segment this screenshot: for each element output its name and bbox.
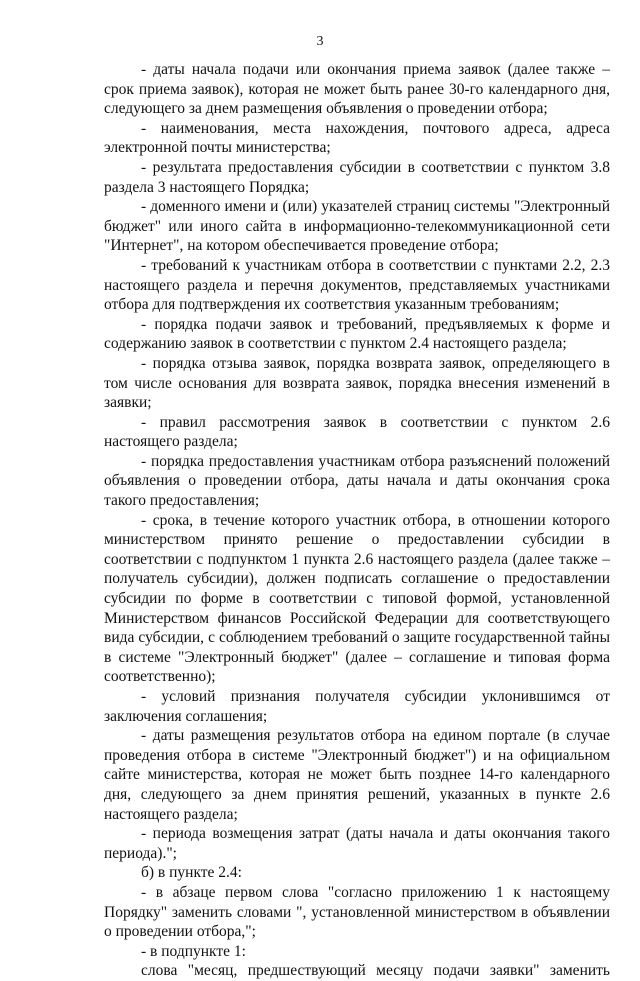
paragraph-14: б) в пункте 2.4: (141, 864, 242, 882)
paragraph-1: - даты начала подачи или окончания приема заявок (далее также – срок приема заявок), которая не может быть ранее 30-го календарного дня, следующего за днем размещения объявления о проведении отбора; (104, 61, 610, 118)
paragraph-9: - порядка предоставления участникам отбора разъяснений положений объявления о проведении отбора, даты начала и даты окончания срока такого предоставления; (104, 452, 610, 510)
paragraph-3: - результата предоставления субсидии в соответствии с пунктом 3.8 раздела 3 настоящего Порядка; (104, 158, 610, 196)
paragraph-7: - порядка отзыва заявок, порядка возврата заявок, определяющего в том числе основания для возврата заявок, порядка внесения изменений в заявки; (104, 354, 610, 412)
paragraph-11: - условий признания получателя субсидии уклонившимся от заключения соглашения; (104, 688, 610, 725)
paragraph-15: - в абзаце первом слова "согласно приложению 1 к настоящему Порядку" заменить словами ", установленной министерством в объявлении о проведении отбора,"; (104, 883, 610, 941)
paragraph-5: - требований к участникам отбора в соответствии с пунктами 2.2, 2.3 настоящего раздела и перечня документов, представляемых участниками отбора для подтверждения их соответствия указанным требованиям; (104, 256, 610, 314)
paragraph-10: - срока, в течение которого участник отбора, в отношении которого министерством принято решение о предоставлении субсидии в соответствии с подпунктом 1 пункта 2.6 настоящего раздела (далее также – получатель субсидии), должен подписать соглашение о предоставлении субсидии по форме в соответствии с типовой формой, установленной Министерством финансов Российской Федерации для соответствующего вида субсидии, с соблюдением требований о защите государственной тайны в системе "Электронный бюджет" (далее – соглашение и типовая форма соответственно); (104, 511, 610, 686)
paragraph-6: - порядка подачи заявок и требований, предъявляемых к форме и содержанию заявок в соответствии с пунктом 2.4 настоящего раздела; (104, 315, 610, 353)
paragraph-13: - периода возмещения затрат (даты начала и даты окончания такого периода)."; (104, 825, 610, 862)
paragraph-12: - даты размещения результатов отбора на едином портале (в случае проведения отбора в системе "Электронный бюджет") и на официальном сайте министерства, которая не может быть позднее 14-го календарного дня, следующего за днем принятия решений, указанных в пункте 2.6 настоящего раздела; (104, 727, 610, 823)
document-body (104, 60, 610, 981)
paragraph-16: - в подпункте 1: (141, 942, 246, 960)
page-number: 3 (316, 34, 324, 49)
paragraph-8: - правил рассмотрения заявок в соответствии с пунктом 2.6 настоящего раздела; (104, 413, 610, 451)
paragraph-2: - наименования, места нахождения, почтового адреса, адреса электронной почты министерства; (104, 119, 610, 157)
paragraph-4: - доменного имени и (или) указателей страниц системы "Электронный бюджет" или иного сайта в информационно-телекоммуникационной сети "Интернет", на котором обеспечивается проведение отбора; (104, 198, 610, 255)
paragraph-17: слова "месяц, предшествующий месяцу подачи заявки" заменить (141, 962, 610, 980)
